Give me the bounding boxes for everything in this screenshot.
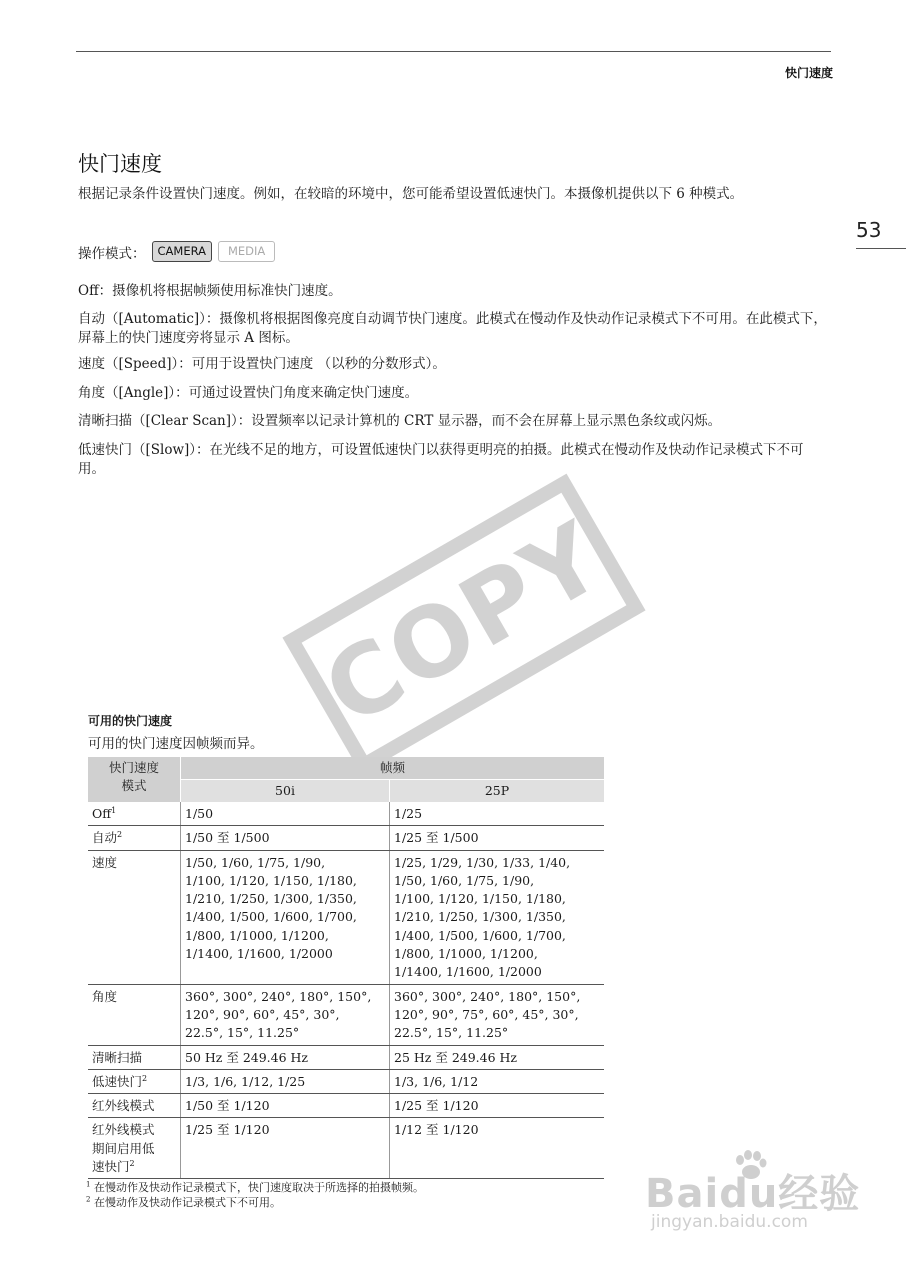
table-title: 可用的快门速度 [88, 714, 173, 728]
section-title: 快门速度 [78, 152, 162, 176]
baidu-jingyan-watermark [645, 1150, 870, 1240]
mode-cell: 角度 [88, 984, 181, 1045]
desc-angle: 角度（[Angle]）：可通过设置快门角度来确定快门速度。 [78, 385, 419, 401]
page-number: 53 [856, 218, 882, 242]
desc-speed: 速度（[Speed]）：可用于设置快门速度 （以秒的分数形式）。 [78, 356, 446, 372]
value-25p-cell: 1/25, 1/29, 1/30, 1/33, 1/40, 1/50, 1/60, 1/75, 1/90, 1/100, 1/120, 1/150, 1/180, 1/210, 1/250, 1/300, 1/350, 1/400, 1/500, 1/600, 1/700, 1/800, 1/1000, 1/1200, 1/1400, 1/1600, 1/2000 [390, 850, 605, 984]
footnote-2: $^2$ 在慢动作及快动作记录模式下不可用。 [86, 1195, 281, 1209]
value-25p-cell: 1/25 [390, 802, 605, 826]
value-25p-cell: 1/25 至 1/120 [390, 1094, 605, 1118]
value-50i-cell: 50 Hz 至 249.46 Hz [181, 1045, 390, 1069]
table-row [88, 1118, 604, 1179]
header-mode: 快门速度 模式 [88, 757, 181, 802]
value-50i-cell: 1/50 至 1/120 [181, 1094, 390, 1118]
desc-off: Off：摄像机将根据帧频使用标准快门速度。 [78, 283, 342, 299]
mode-cell: 清晰扫描 [88, 1045, 181, 1069]
operating-mode-row [78, 241, 275, 262]
shutter-speed-table [88, 757, 604, 1179]
copy-watermark: COPY [282, 474, 645, 775]
value-50i-cell: 1/3, 1/6, 1/12, 1/25 [181, 1069, 390, 1093]
media-mode-badge: MEDIA [218, 241, 275, 262]
value-50i-cell: 1/50 [181, 802, 390, 826]
table-body [88, 802, 604, 1179]
mode-cell: 低速快门$^2$ [88, 1069, 181, 1093]
mode-cell: 红外线模式 期间启用低 速快门$^2$ [88, 1118, 181, 1179]
value-50i-cell: 1/25 至 1/120 [181, 1118, 390, 1179]
mode-label: 操作模式： [78, 245, 146, 262]
camera-mode-badge: CAMERA [152, 241, 212, 262]
page-number-rule [856, 248, 906, 249]
mode-cell: 自动$^2$ [88, 826, 181, 850]
table-row [88, 1094, 604, 1118]
mode-cell: 红外线模式 [88, 1094, 181, 1118]
header-50i: 50i [181, 780, 390, 803]
value-25p-cell: 1/12 至 1/120 [390, 1118, 605, 1179]
value-50i-cell: 1/50 至 1/500 [181, 826, 390, 850]
table-row [88, 984, 604, 1045]
footnote-1: $^1$ 在慢动作及快动作记录模式下，快门速度取决于所选择的拍摄帧频。 [86, 1180, 424, 1194]
running-title: 快门速度 [784, 66, 833, 80]
desc-clear-scan: 清晰扫描（[Clear Scan]）：设置频率以记录计算机的 CRT 显示器，而不会在屏幕上显示黑色条纹或闪烁。 [78, 413, 722, 429]
table-subtitle: 可用的快门速度因帧频而异。 [88, 736, 264, 752]
mode-cell: Off$^1$ [88, 802, 181, 826]
value-50i-cell: 1/50, 1/60, 1/75, 1/90, 1/100, 1/120, 1/150, 1/180, 1/210, 1/250, 1/300, 1/350, 1/400, 1/500, 1/600, 1/700, 1/800, 1/1000, 1/1200, 1/1400, 1/1600, 1/2000 [181, 850, 390, 984]
footnotes [86, 1180, 424, 1210]
table-row [88, 1045, 604, 1069]
value-25p-cell: 360°, 300°, 240°, 180°, 150°, 120°, 90°, 75°, 60°, 45°, 30°, 22.5°, 15°, 11.25° [390, 984, 605, 1045]
table-row [88, 1069, 604, 1093]
header-25p: 25P [390, 780, 605, 803]
brand-url: jingyan.baidu.com [651, 1212, 808, 1232]
value-25p-cell: 1/25 至 1/500 [390, 826, 605, 850]
table-row [88, 802, 604, 826]
desc-slow: 低速快门（[Slow]）：在光线不足的地方，可设置低速快门以获得更明亮的拍摄。此模式在慢动作及快动作记录模式下不可用。 [78, 442, 804, 477]
header-rule [76, 51, 831, 52]
value-25p-cell: 25 Hz 至 249.46 Hz [390, 1045, 605, 1069]
header-framerate: 帧频 [181, 757, 605, 780]
intro-paragraph: 根据记录条件设置快门速度。例如，在较暗的环境中，您可能希望设置低速快门。本摄像机提供以下 6 种模式。 [78, 186, 744, 202]
table-row [88, 850, 604, 984]
brand-name: Baidu经验 [645, 1171, 861, 1217]
value-50i-cell: 360°, 300°, 240°, 180°, 150°, 120°, 90°, 60°, 45°, 30°, 22.5°, 15°, 11.25° [181, 984, 390, 1045]
mode-cell: 速度 [88, 850, 181, 984]
value-25p-cell: 1/3, 1/6, 1/12 [390, 1069, 605, 1093]
table-row [88, 826, 604, 850]
desc-automatic: 自动（[Automatic]）：摄像机将根据图像亮度自动调节快门速度。此模式在慢动作及快动作记录模式下不可用。在此模式下，屏幕上的快门速度旁将显示 A 图标。 [78, 311, 827, 346]
